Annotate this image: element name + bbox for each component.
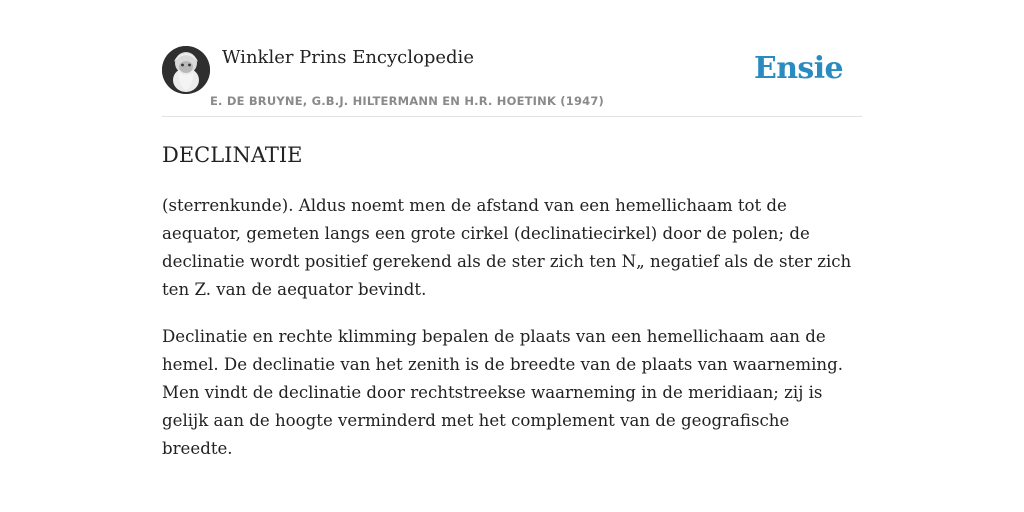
- article-headword: DECLINATIE: [162, 143, 303, 167]
- article-paragraph: Declinatie en rechte klimming bepalen de plaats van een hemellichaam aan de hemel. De declinatie van het zenith is de breedte van de plaats van waarneming. Men vindt de declinatie door rechtstreekse waarneming in de meridiaan; zij is gelijk aan de hoogte verminderd met het complement van de geografische breedte.: [162, 327, 843, 458]
- author-portrait-icon: [162, 46, 210, 94]
- article-page: [162, 0, 862, 512]
- source-authors: E. DE BRUYNE, G.B.J. HILTERMANN EN H.R. HOETINK (1947): [210, 94, 605, 108]
- source-header: [162, 46, 862, 117]
- source-title[interactable]: Winkler Prins Encyclopedie: [222, 47, 474, 68]
- article-body: [162, 192, 862, 482]
- article-paragraph: (sterrenkunde). Aldus noemt men de afstand van een hemellichaam tot de aequator, gemeten langs een grote cirkel (declinatiecirkel) door de polen; de declinatie wordt positief gerekend als de ster zich ten N„ negatief als de ster zich ten Z. van de aequator bevindt.: [162, 196, 852, 299]
- ensie-logo-link[interactable]: Ensie: [753, 51, 843, 86]
